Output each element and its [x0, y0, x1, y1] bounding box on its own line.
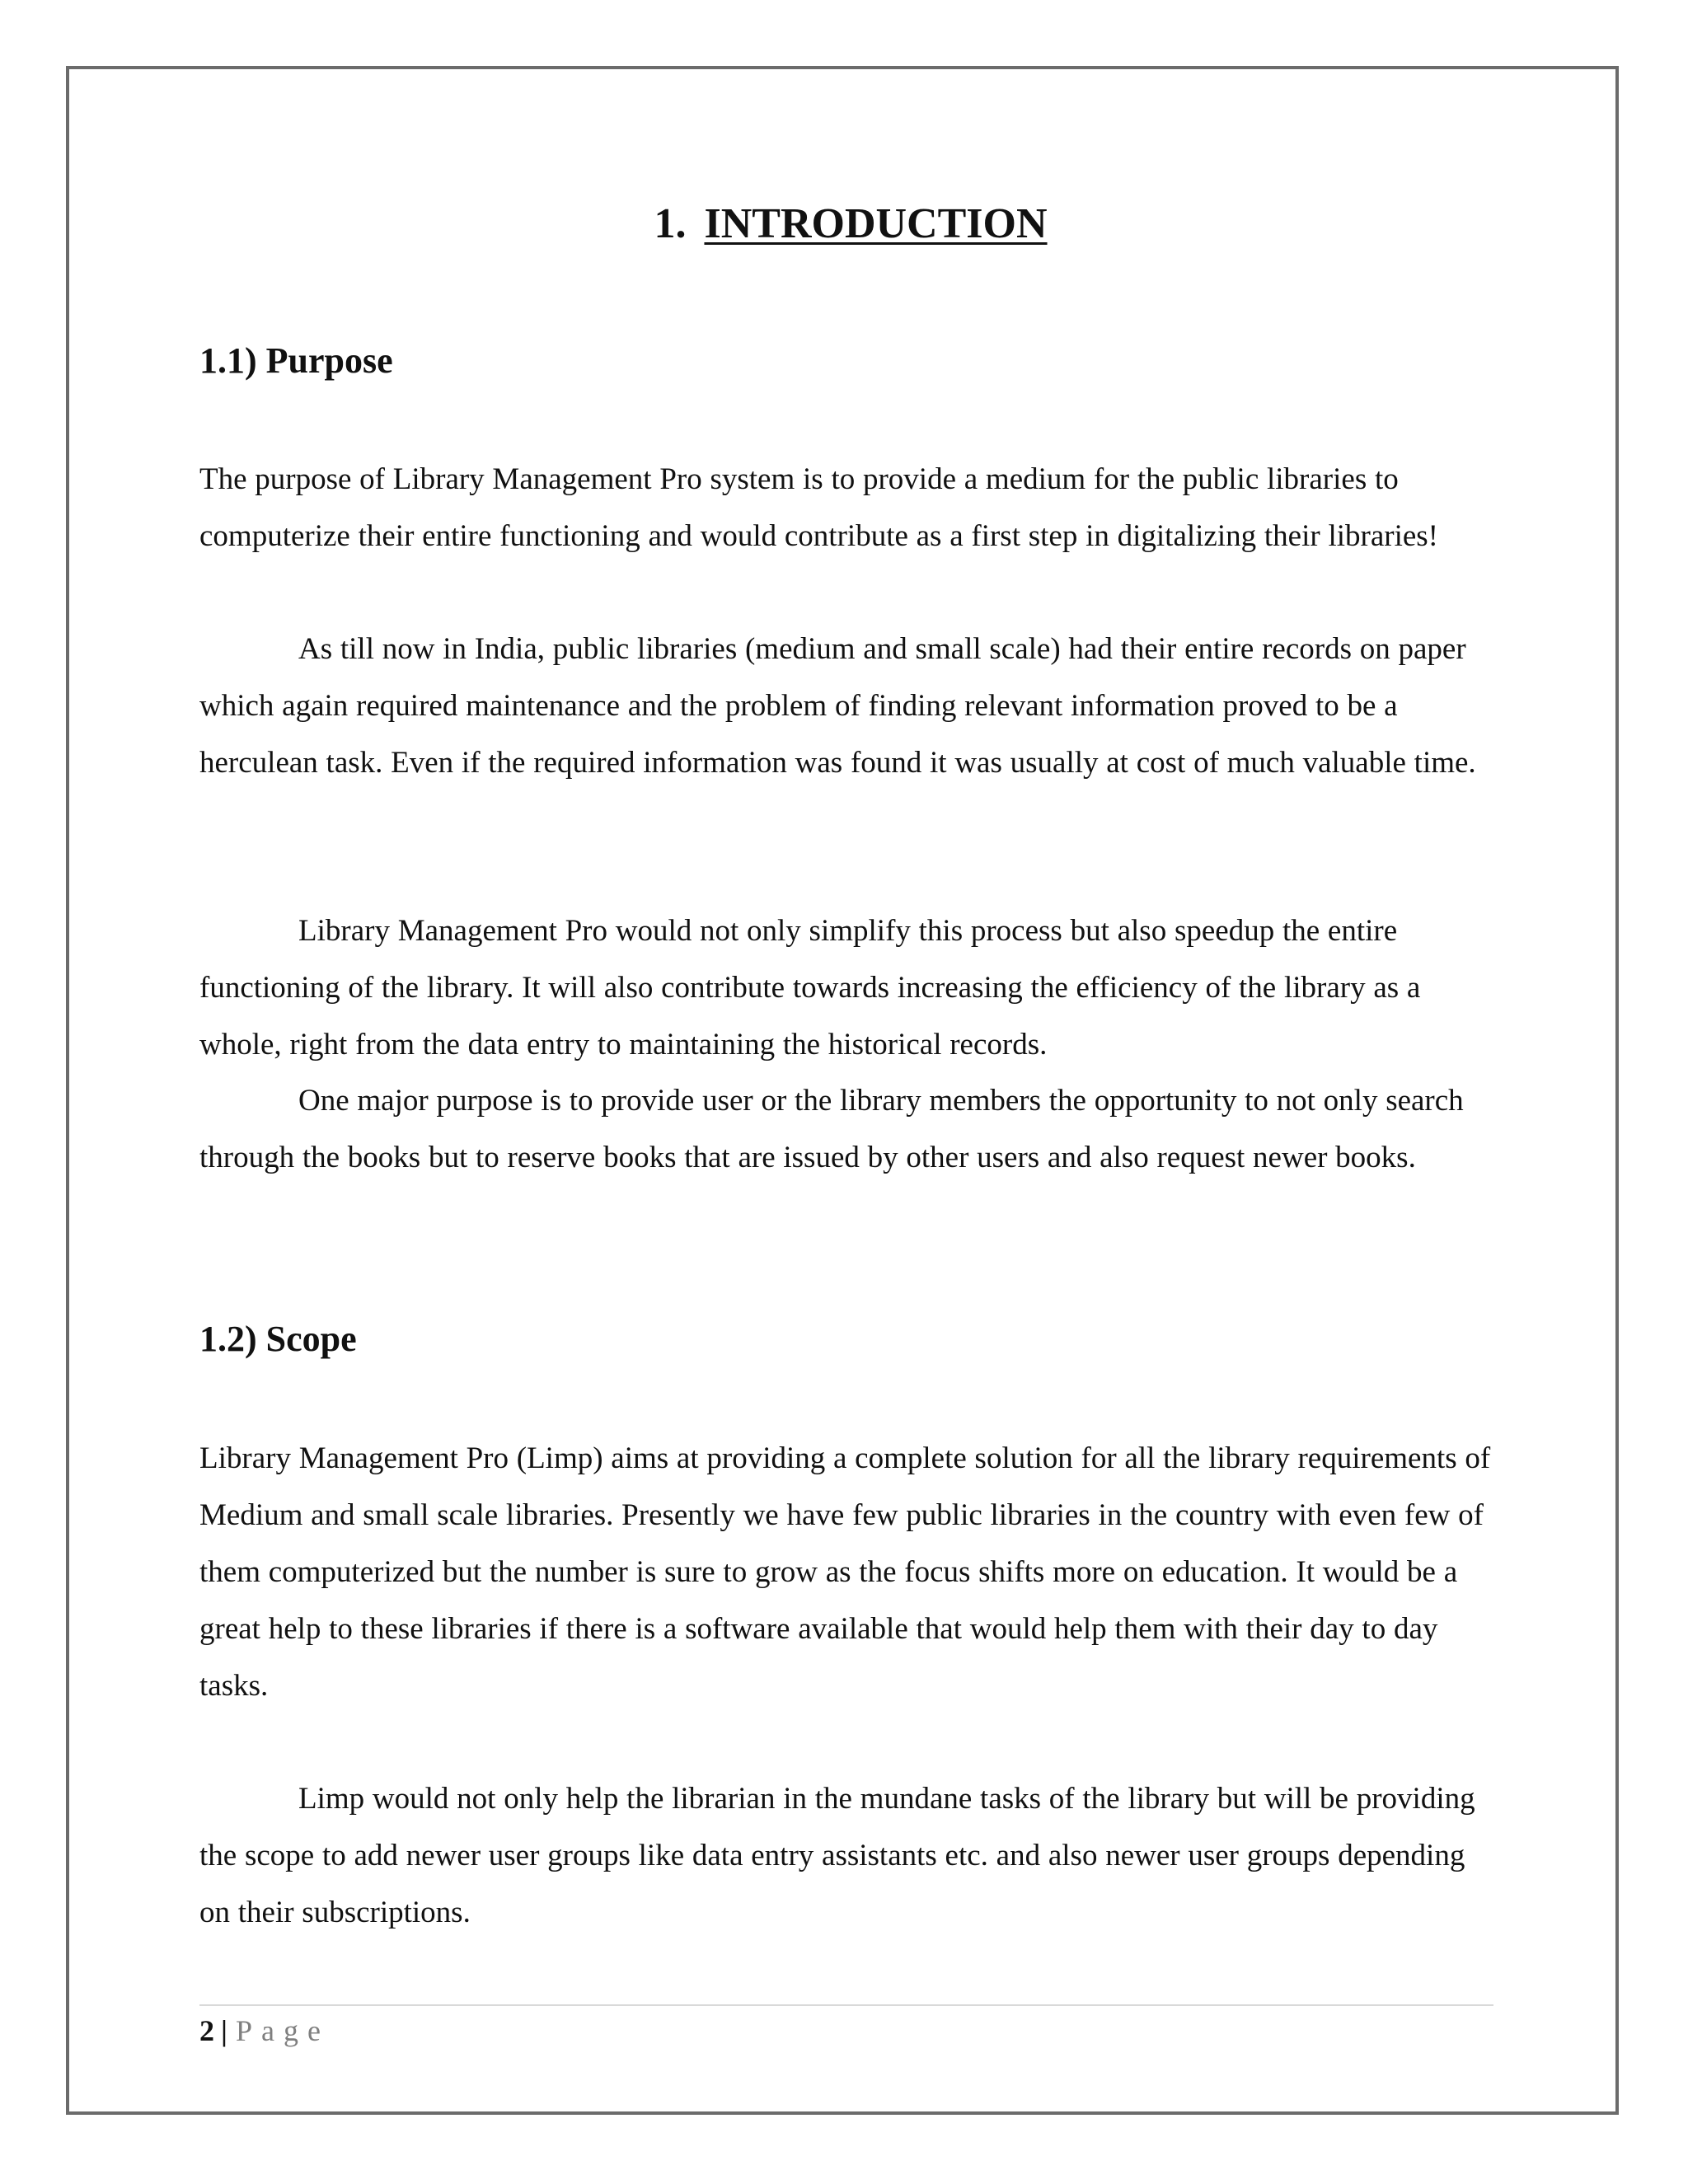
page-number: 2 — [199, 2014, 214, 2047]
section-heading-scope: 1.2) Scope — [199, 1319, 357, 1359]
purpose-paragraph-4: One major purpose is to provide user or the library members the opportunity to not only search through the books but to reserve books that are issued by other users and also request newer books. — [199, 1084, 1464, 1174]
page-label: Page — [235, 2014, 330, 2047]
title-text: INTRODUCTION — [704, 200, 1048, 247]
scope-paragraph-2: Limp would not only help the librarian in the mundane tasks of the library but will be providing the scope to add newer user groups like data entry assistants etc. and also newer user groups depending on their subscriptions. — [199, 1782, 1475, 1929]
scope-paragraph-1: Library Management Pro (Limp) aims at providing a complete solution for all the library requirements of Medium and small scale libraries. Presently we have few public libraries in the country with even few of them computerized but the number is sure to grow as the focus shifts more on education. It would be a great help to these libraries if there is a software available that would help them with their day to day tasks. — [199, 1441, 1491, 1703]
page-footer — [199, 2008, 330, 2054]
title-number: 1. — [654, 200, 687, 247]
footer-separator: | — [221, 2014, 227, 2047]
purpose-paragraph-2: As till now in India, public libraries (medium and small scale) had their entire records on paper which again required maintenance and the problem of finding relevant information proved to be a herculean task. Even if the required information was found it was usually at cost of much valuable time. — [199, 632, 1476, 780]
page-title — [199, 198, 1502, 251]
section-heading-purpose: 1.1) Purpose — [199, 340, 393, 381]
purpose-paragraph-3: Library Management Pro would not only simplify this process but also speedup the entire functioning of the library. It will also contribute towards increasing the efficiency of the library as a whole, right from the data entry to maintaining the historical records. — [199, 914, 1421, 1062]
purpose-paragraph-1: The purpose of Library Management Pro system is to provide a medium for the public libraries to computerize their entire functioning and would contribute as a first step in digitalizing their libraries! — [199, 462, 1438, 553]
footer-divider — [199, 2004, 1493, 2006]
